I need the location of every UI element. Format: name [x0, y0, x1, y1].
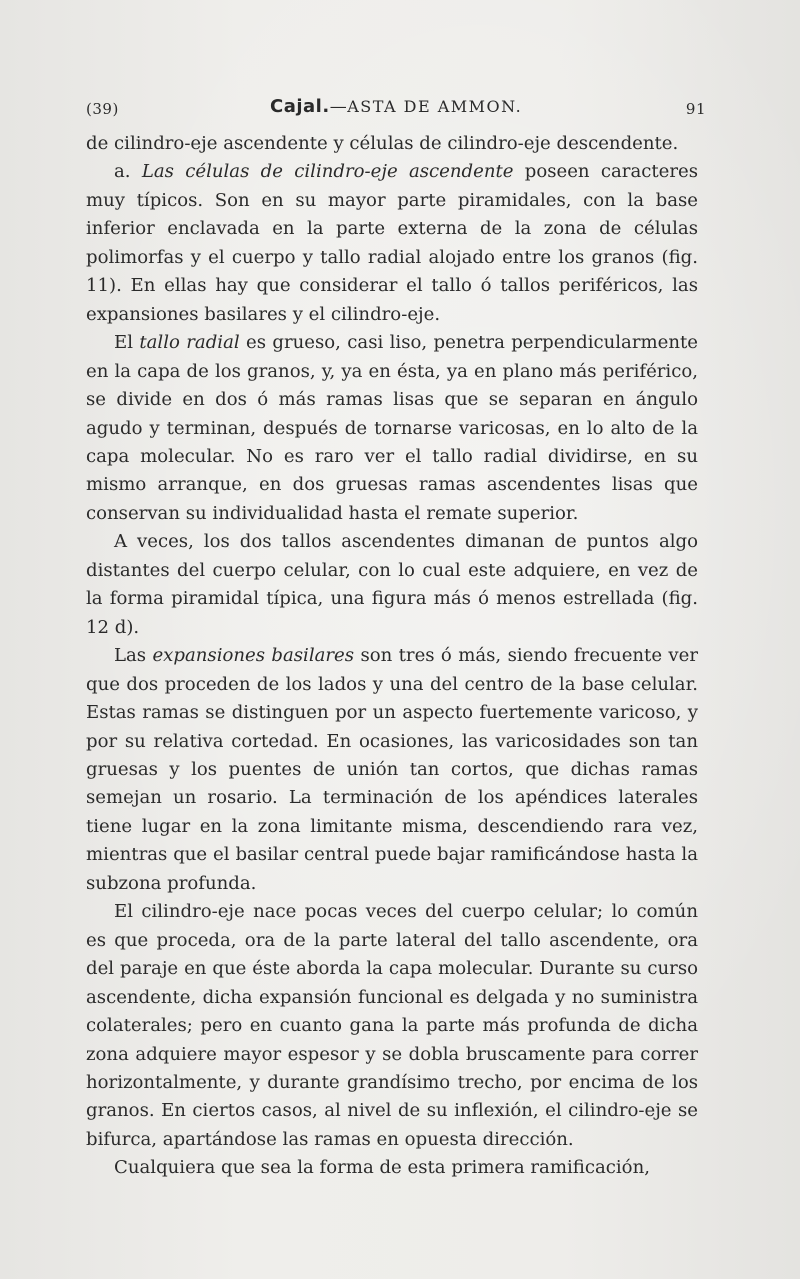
- paragraph: [86, 898, 698, 1154]
- paragraph: [86, 158, 698, 329]
- chapter-title: ASTA DE AMMON.: [347, 97, 523, 116]
- text-run: El: [114, 332, 140, 354]
- paragraph: [86, 1154, 698, 1182]
- author-name: Cajal.: [270, 96, 330, 117]
- paragraph: [86, 528, 698, 642]
- italic-term: Las células de cilindro-eje ascendente: [141, 161, 514, 183]
- text-run: son tres ó más, siendo frecuente ver que dos proceden de los lados y una del centro de la base celular. Estas ramas se distinguen por un aspecto fuertemente varicoso, y por su relativa cortedad. En ocasiones, las varicosidades son tan gruesas y los puentes de unión tan cortos, que dichas ramas semejan un rosario. La terminación de los apéndices laterales tiene lugar en la zona limitante misma, descendiendo rara vez, mientras que el basilar central puede bajar ramificándose hasta la subzona profunda.: [86, 645, 698, 894]
- text-run: A veces, los dos tallos ascendentes dimanan de puntos algo distantes del cuerpo celular, con lo cual este adquiere, en vez de la forma piramidal típica, una figura más ó menos estrellada (fig. 12 d).: [86, 531, 698, 638]
- body-text: [86, 130, 698, 1183]
- page-reference: (39): [86, 100, 119, 118]
- page-number: 91: [685, 100, 706, 118]
- paragraph: [86, 642, 698, 898]
- running-title: [270, 96, 522, 117]
- text-run: El cilindro-eje nace pocas veces del cuerpo celular; lo común es que proceda, ora de la parte lateral del tallo ascendente, ora del paraje en que éste aborda la capa molecular. Durante su curso ascendente, dicha expansión funcional es delgada y no suministra colaterales; pero en cuanto gana la parte más profunda de dicha zona adquiere mayor espesor y se dobla bruscamente para correr horizontalmente, y durante grandísimo trecho, por encima de los granos. En ciertos casos, al nivel de su inflexión, el cilindro-eje se bifurca, apartándose las ramas en opuesta dirección.: [86, 901, 698, 1150]
- paragraph: [86, 130, 698, 158]
- italic-term: expansiones basilares: [152, 645, 355, 667]
- italic-term: tallo radial: [139, 332, 240, 354]
- text-run: a.: [114, 161, 142, 183]
- text-run: de cilindro-eje ascendente y células de cilindro-eje descendente.: [86, 133, 679, 154]
- running-header: [86, 96, 706, 122]
- paragraph: [86, 329, 698, 528]
- text-run: Las: [114, 645, 153, 667]
- text-run: poseen caracteres muy típicos. Son en su mayor parte piramidales, con la base inferior enclavada en la parte externa de la zona de células polimorfas y el cuerpo y tallo radial alojado entre los granos (fig. 11). En ellas hay que considerar el tallo ó tallos periféricos, las expansiones basilares y el cilindro-eje.: [86, 161, 698, 325]
- text-run: es grueso, casi liso, penetra perpendicularmente en la capa de los granos, y, ya en ésta, ya en plano más periférico, se divide en dos ó más ramas lisas que se separan en ángulo agudo y terminan, después de tornarse varicosas, en lo alto de la capa molecular. No es raro ver el tallo radial dividirse, en su mismo arranque, en dos gruesas ramas ascendentes lisas que conservan su individualidad hasta el remate superior.: [86, 332, 698, 524]
- text-run: Cualquiera que sea la forma de esta primera ramificación,: [114, 1157, 650, 1179]
- header-dash: —: [329, 97, 348, 117]
